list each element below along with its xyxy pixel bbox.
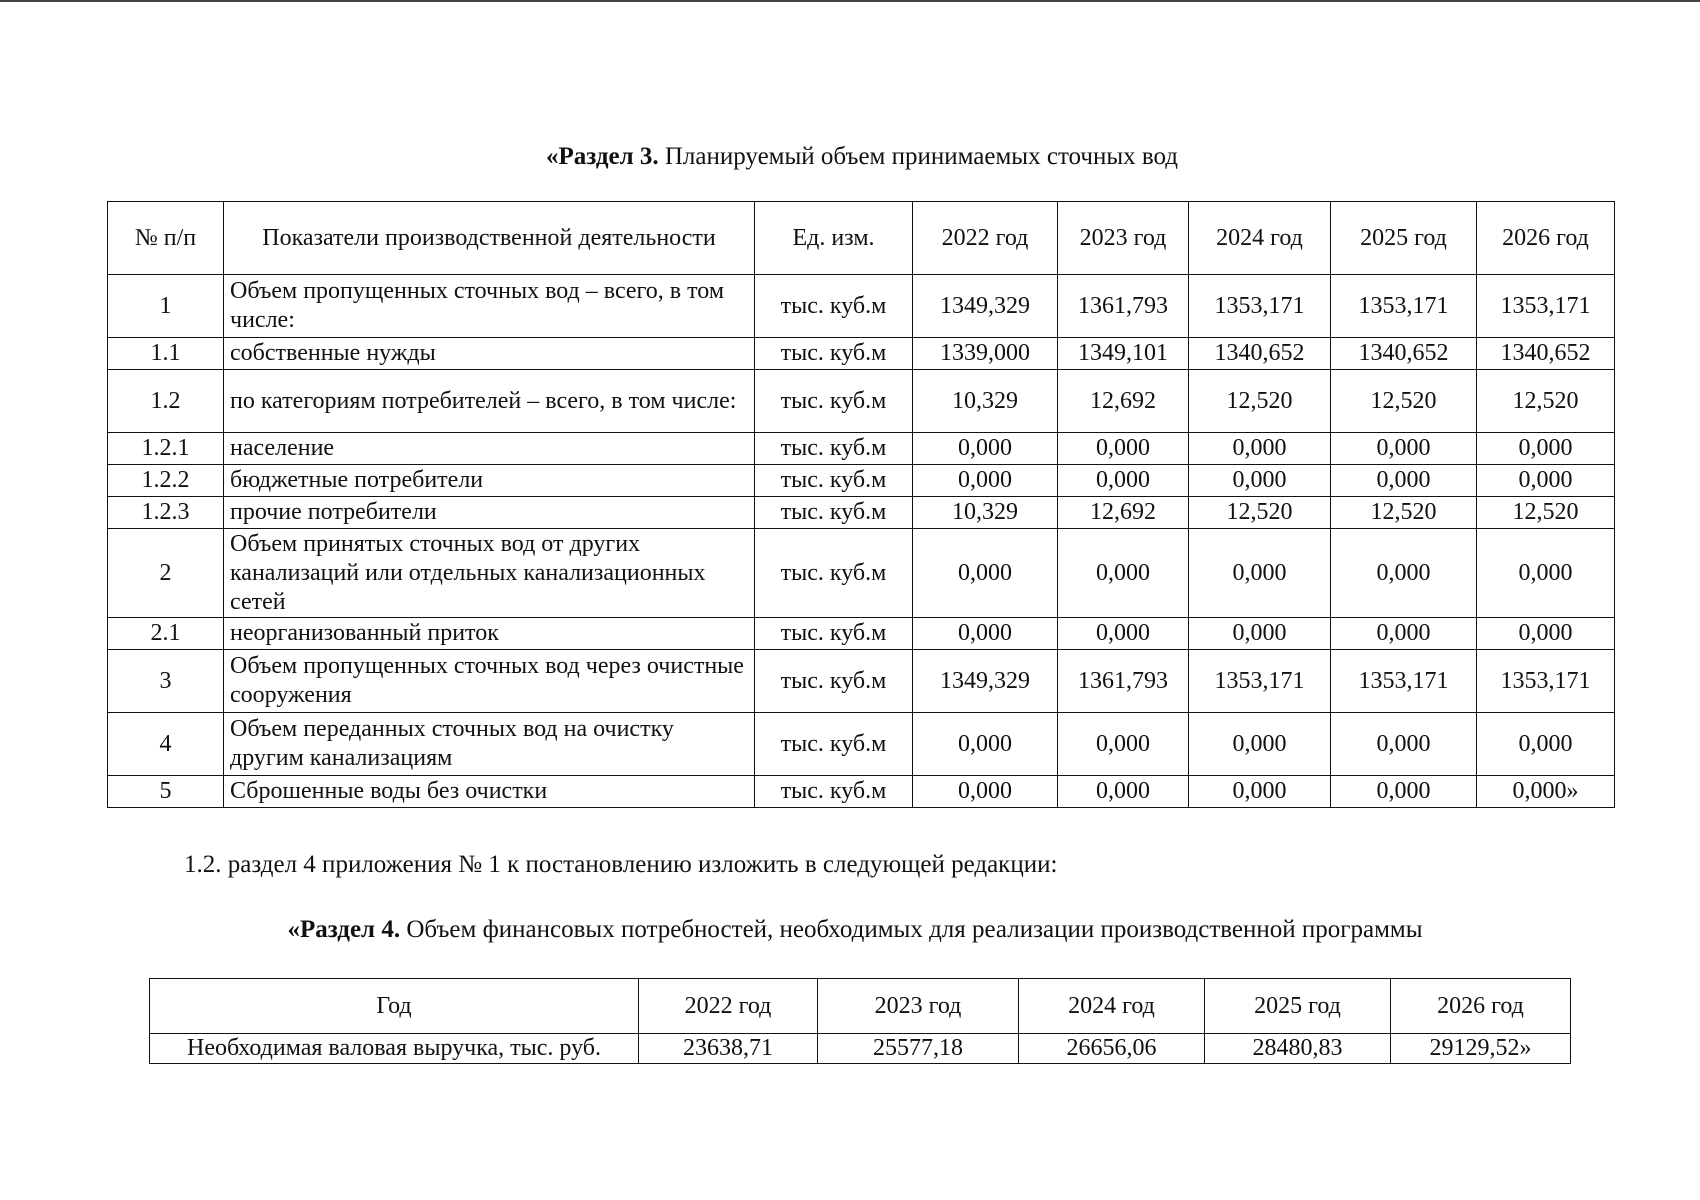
row-number: 1 [108, 275, 224, 338]
header-cell-2025: 2025 год [1331, 202, 1477, 275]
value-cell-2023: 12,692 [1058, 497, 1189, 529]
row-unit: тыс. куб.м [755, 650, 913, 713]
value-cell-2025: 0,000 [1331, 465, 1477, 497]
value-cell-2024: 0,000 [1189, 713, 1331, 776]
amendment-paragraph: 1.2. раздел 4 приложения № 1 к постановлению изложить в следующей редакции: [184, 851, 1058, 878]
value-cell-2026: 29129,52» [1391, 1034, 1571, 1064]
row-number: 1.2.3 [108, 497, 224, 529]
value-cell-2022: 0,000 [913, 465, 1058, 497]
value-cell-2024: 0,000 [1189, 618, 1331, 650]
value-cell-2025: 12,520 [1331, 370, 1477, 433]
row-number: 4 [108, 713, 224, 776]
row-indicator: прочие потребители [224, 497, 755, 529]
header-cell-2022: 2022 год [639, 979, 818, 1034]
value-cell-2024: 0,000 [1189, 433, 1331, 465]
value-cell-2024: 12,520 [1189, 370, 1331, 433]
value-cell-2025: 1340,652 [1331, 338, 1477, 370]
header-cell-2026: 2026 год [1391, 979, 1571, 1034]
value-cell-2024: 0,000 [1189, 465, 1331, 497]
row-number: 1.2 [108, 370, 224, 433]
row-unit: тыс. куб.м [755, 529, 913, 618]
value-cell-2026: 1353,171 [1477, 275, 1615, 338]
table-row [150, 1034, 1571, 1064]
header-cell-number: № п/п [108, 202, 224, 275]
value-cell-2025: 0,000 [1331, 529, 1477, 618]
value-cell-2026: 0,000 [1477, 618, 1615, 650]
page-top-rule [0, 0, 1700, 2]
header-cell-year: Год [150, 979, 639, 1034]
value-cell-2023: 0,000 [1058, 776, 1189, 808]
value-cell-2022: 1349,329 [913, 650, 1058, 713]
value-cell-2026: 1340,652 [1477, 338, 1615, 370]
table-row [108, 275, 1615, 338]
row-indicator: бюджетные потребители [224, 465, 755, 497]
value-cell-2023: 0,000 [1058, 713, 1189, 776]
row-indicator: Сброшенные воды без очистки [224, 776, 755, 808]
row-label-revenue: Необходимая валовая выручка, тыс. руб. [150, 1034, 639, 1064]
header-cell-2024: 2024 год [1019, 979, 1205, 1034]
row-unit: тыс. куб.м [755, 370, 913, 433]
row-unit: тыс. куб.м [755, 338, 913, 370]
section-4-title [0, 916, 1700, 944]
value-cell-2025: 1353,171 [1331, 650, 1477, 713]
row-number: 1.1 [108, 338, 224, 370]
value-cell-2025: 1353,171 [1331, 275, 1477, 338]
row-unit: тыс. куб.м [755, 433, 913, 465]
value-cell-2024: 1353,171 [1189, 275, 1331, 338]
row-number: 1.2.1 [108, 433, 224, 465]
value-cell-2024: 26656,06 [1019, 1034, 1205, 1064]
row-indicator: собственные нужды [224, 338, 755, 370]
value-cell-2023: 12,692 [1058, 370, 1189, 433]
row-indicator: Объем переданных сточных вод на очистку другим канализациям [224, 713, 755, 776]
value-cell-2026: 0,000» [1477, 776, 1615, 808]
value-cell-2025: 0,000 [1331, 776, 1477, 808]
row-indicator: Объем пропущенных сточных вод через очистные сооружения [224, 650, 755, 713]
row-number: 2.1 [108, 618, 224, 650]
table-row [108, 338, 1615, 370]
table-row [108, 529, 1615, 618]
row-number: 2 [108, 529, 224, 618]
value-cell-2022: 0,000 [913, 618, 1058, 650]
row-indicator: население [224, 433, 755, 465]
row-unit: тыс. куб.м [755, 275, 913, 338]
value-cell-2023: 0,000 [1058, 529, 1189, 618]
header-cell-indicator: Показатели производственной деятельности [224, 202, 755, 275]
value-cell-2022: 23638,71 [639, 1034, 818, 1064]
header-cell-2026: 2026 год [1477, 202, 1615, 275]
section-4-title-bold: «Раздел 4. [287, 916, 401, 943]
row-indicator: по категориям потребителей – всего, в том числе: [224, 370, 755, 433]
section-3-title [0, 143, 1700, 171]
row-unit: тыс. куб.м [755, 776, 913, 808]
row-indicator: Объем принятых сточных вод от других канализаций или отдельных канализационных сетей [224, 529, 755, 618]
value-cell-2024: 12,520 [1189, 497, 1331, 529]
value-cell-2022: 10,329 [913, 370, 1058, 433]
value-cell-2026: 0,000 [1477, 465, 1615, 497]
value-cell-2022: 0,000 [913, 433, 1058, 465]
value-cell-2023: 0,000 [1058, 465, 1189, 497]
value-cell-2022: 1339,000 [913, 338, 1058, 370]
header-cell-2022: 2022 год [913, 202, 1058, 275]
table-row [108, 497, 1615, 529]
table-row [108, 433, 1615, 465]
value-cell-2025: 28480,83 [1205, 1034, 1391, 1064]
value-cell-2023: 25577,18 [818, 1034, 1019, 1064]
section-3-title-text: Планируемый объем принимаемых сточных вод [658, 143, 1179, 170]
value-cell-2022: 0,000 [913, 713, 1058, 776]
value-cell-2024: 1353,171 [1189, 650, 1331, 713]
value-cell-2024: 1340,652 [1189, 338, 1331, 370]
header-cell-2023: 2023 год [1058, 202, 1189, 275]
value-cell-2026: 0,000 [1477, 529, 1615, 618]
table-header-row [150, 979, 1571, 1034]
table-header-row [108, 202, 1615, 275]
value-cell-2022: 1349,329 [913, 275, 1058, 338]
row-number: 1.2.2 [108, 465, 224, 497]
row-indicator: Объем пропущенных сточных вод – всего, в том числе: [224, 275, 755, 338]
value-cell-2026: 0,000 [1477, 433, 1615, 465]
value-cell-2025: 0,000 [1331, 433, 1477, 465]
value-cell-2022: 0,000 [913, 529, 1058, 618]
table-row [108, 650, 1615, 713]
row-number: 5 [108, 776, 224, 808]
value-cell-2022: 10,329 [913, 497, 1058, 529]
section-4-title-text: Объем финансовых потребностей, необходимых для реализации производственной программы [400, 916, 1423, 943]
row-unit: тыс. куб.м [755, 618, 913, 650]
header-cell-2025: 2025 год [1205, 979, 1391, 1034]
value-cell-2023: 0,000 [1058, 433, 1189, 465]
header-cell-2023: 2023 год [818, 979, 1019, 1034]
table-row [108, 618, 1615, 650]
value-cell-2026: 12,520 [1477, 370, 1615, 433]
section-3-table [107, 201, 1615, 808]
row-unit: тыс. куб.м [755, 713, 913, 776]
value-cell-2024: 0,000 [1189, 529, 1331, 618]
value-cell-2023: 1361,793 [1058, 650, 1189, 713]
section-3-title-bold: «Раздел 3. [545, 143, 659, 170]
row-unit: тыс. куб.м [755, 465, 913, 497]
header-cell-unit: Ед. изм. [755, 202, 913, 275]
value-cell-2026: 12,520 [1477, 497, 1615, 529]
value-cell-2023: 1361,793 [1058, 275, 1189, 338]
table-row [108, 776, 1615, 808]
table-row [108, 713, 1615, 776]
section-4-table [149, 978, 1571, 1064]
value-cell-2022: 0,000 [913, 776, 1058, 808]
value-cell-2023: 0,000 [1058, 618, 1189, 650]
value-cell-2025: 0,000 [1331, 618, 1477, 650]
header-cell-2024: 2024 год [1189, 202, 1331, 275]
row-number: 3 [108, 650, 224, 713]
value-cell-2023: 1349,101 [1058, 338, 1189, 370]
table-row [108, 465, 1615, 497]
row-indicator: неорганизованный приток [224, 618, 755, 650]
table-row [108, 370, 1615, 433]
value-cell-2025: 12,520 [1331, 497, 1477, 529]
value-cell-2026: 1353,171 [1477, 650, 1615, 713]
value-cell-2024: 0,000 [1189, 776, 1331, 808]
value-cell-2025: 0,000 [1331, 713, 1477, 776]
value-cell-2026: 0,000 [1477, 713, 1615, 776]
row-unit: тыс. куб.м [755, 497, 913, 529]
